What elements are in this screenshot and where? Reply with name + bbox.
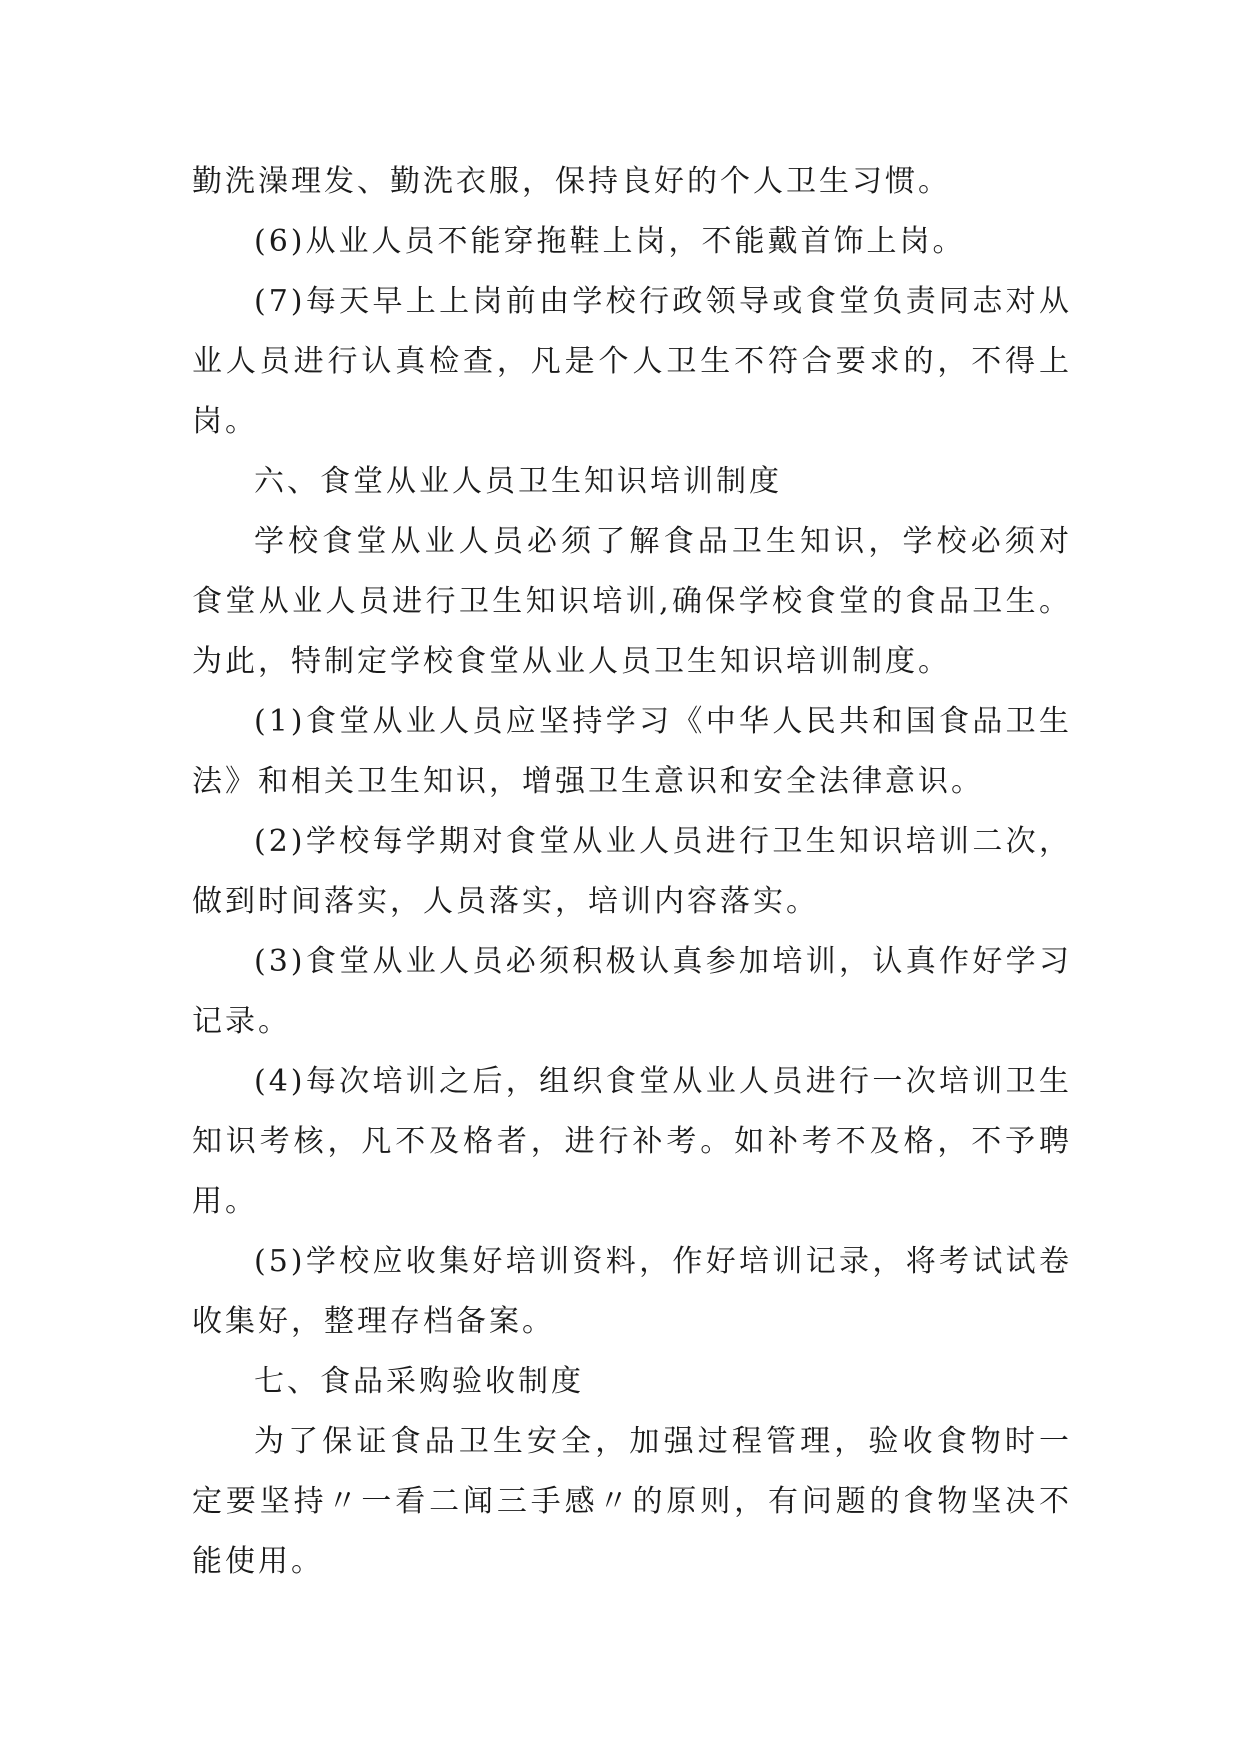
paragraph-training-1: (1)食堂从业人员应坚持学习《中华人民共和国食品卫生法》和相关卫生知识，增强卫生意识和安全法律意识。 bbox=[192, 704, 1072, 799]
paragraph-item-6: (6)从业人员不能穿拖鞋上岗，不能戴首饰上岗。 bbox=[254, 224, 966, 259]
paragraph-item-7: (7)每天早上上岗前由学校行政领导或食堂负责同志对从业人员进行认真检查，凡是个人卫生不符合要求的，不得上岗。 bbox=[192, 284, 1072, 439]
paragraph-training-2: (2)学校每学期对食堂从业人员进行卫生知识培训二次，做到时间落实，人员落实，培训内容落实。 bbox=[192, 824, 1072, 919]
paragraph-training-5: (5)学校应收集好培训资料，作好培训记录，将考试试卷收集好，整理存档备案。 bbox=[192, 1244, 1072, 1339]
paragraph-training-3: (3)食堂从业人员必须积极认真参加培训，认真作好学习记录。 bbox=[192, 944, 1072, 1039]
section-heading-7: 七、食品采购验收制度 bbox=[254, 1364, 584, 1399]
document-body bbox=[192, 152, 1072, 1592]
section-heading-6: 六、食堂从业人员卫生知识培训制度 bbox=[254, 464, 782, 499]
paragraph-continuation: 勤洗澡理发、勤洗衣服，保持良好的个人卫生习惯。 bbox=[192, 164, 951, 199]
paragraph-training-4: (4)每次培训之后，组织食堂从业人员进行一次培训卫生知识考核，凡不及格者，进行补考。如补考不及格，不予聘用。 bbox=[192, 1064, 1072, 1219]
paragraph-procurement-intro: 为了保证食品卫生安全，加强过程管理，验收食物时一定要坚持〃一看二闻三手感〃的原则，有问题的食物坚决不能使用。 bbox=[192, 1424, 1072, 1579]
paragraph-training-intro: 学校食堂从业人员必须了解食品卫生知识，学校必须对食堂从业人员进行卫生知识培训,确保学校食堂的食品卫生。为此，特制定学校食堂从业人员卫生知识培训制度。 bbox=[192, 524, 1072, 679]
